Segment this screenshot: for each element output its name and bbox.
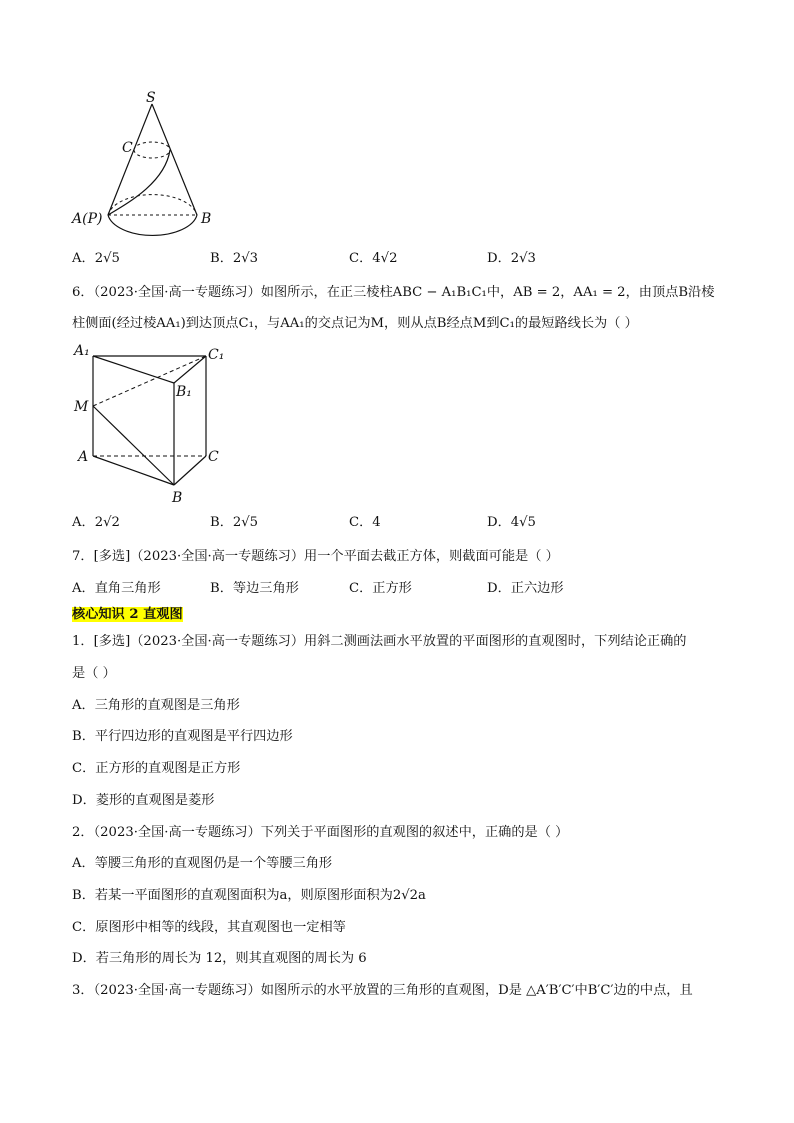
- prism-label-c: C: [208, 449, 219, 465]
- s2q1-option-c: C．正方形的直观图是正方形: [72, 761, 241, 776]
- prism-figure: [66, 340, 236, 510]
- prism-label-b: B: [172, 490, 183, 506]
- s2q2-option-b: B．若某一平面图形的直观图面积为a，则原图形面积为2√2a: [72, 888, 426, 903]
- q5-option-c: C．4√2: [349, 251, 398, 266]
- section-heading: [72, 606, 183, 624]
- prism-label-b1: B₁: [176, 384, 192, 400]
- q7-option-b: B．等边三角形: [210, 581, 299, 596]
- q6-option-b: B．2√5: [210, 515, 259, 530]
- prism-label-a1: A₁: [74, 343, 90, 359]
- q7-line-1: 7．[多选]（2023·全国·高一专题练习）用一个平面去截正方体，则截面可能是（ ）: [72, 549, 559, 564]
- s2q1-option-b: B．平行四边形的直观图是平行四边形: [72, 729, 293, 744]
- section-heading-text: 核心知识 2 直观图: [72, 607, 183, 622]
- q6-option-d: D．4√5: [487, 515, 536, 530]
- s2q2-line-1: 2．（2023·全国·高一专题练习）下列关于平面图形的直观图的叙述中，正确的是（ ）: [72, 825, 569, 840]
- q6-line-2: 柱侧面(经过棱AA₁)到达顶点C₁，与AA₁的交点记为M，则从点B经点M到C₁的最短路线长为（ ）: [72, 316, 638, 331]
- s2q1-option-d: D．菱形的直观图是菱形: [72, 793, 215, 808]
- q7-option-c: C．正方形: [349, 581, 412, 596]
- q5-option-d: D．2√3: [487, 251, 536, 266]
- s2q3-line-1: 3．（2023·全国·高一专题练习）如图所示的水平放置的三角形的直观图，D是 △A′B′C′中B′C′边的中点，且: [72, 983, 693, 998]
- s2q2-option-c: C．原图形中相等的线段，其直观图也一定相等: [72, 920, 346, 935]
- q5-option-b: B．2√3: [210, 251, 259, 266]
- prism-label-c1: C₁: [208, 347, 225, 363]
- s2q2-option-a: A．等腰三角形的直观图仍是一个等腰三角形: [72, 856, 333, 871]
- q5-option-a: A．2√5: [72, 251, 120, 266]
- cone-figure: [60, 90, 230, 245]
- prism-label-a: A: [78, 449, 89, 465]
- q6-option-c: C．4: [349, 515, 381, 530]
- cone-label-c: C: [122, 140, 133, 156]
- q6-option-a: A．2√2: [72, 515, 120, 530]
- s2q1-option-a: A．三角形的直观图是三角形: [72, 698, 240, 713]
- q7-option-a: A．直角三角形: [72, 581, 161, 596]
- q6-line-1: 6．（2023·全国·高一专题练习）如图所示，在正三棱柱ABC − A₁B₁C₁中，AB = 2，AA₁ = 2，由顶点B沿棱: [72, 285, 715, 300]
- s2q1-line-1: 1．[多选]（2023·全国·高一专题练习）用斜二测画法画水平放置的平面图形的直观图时，下列结论正确的: [72, 634, 687, 649]
- cone-label-s: S: [146, 90, 156, 106]
- cone-label-b: B: [201, 211, 212, 227]
- prism-label-m: M: [74, 399, 89, 415]
- cone-label-ap: A(P): [72, 211, 103, 227]
- s2q2-option-d: D．若三角形的周长为 12，则其直观图的周长为 6: [72, 951, 367, 966]
- s2q1-line-2: 是（ ）: [72, 666, 116, 681]
- q7-option-d: D．正六边形: [487, 581, 564, 596]
